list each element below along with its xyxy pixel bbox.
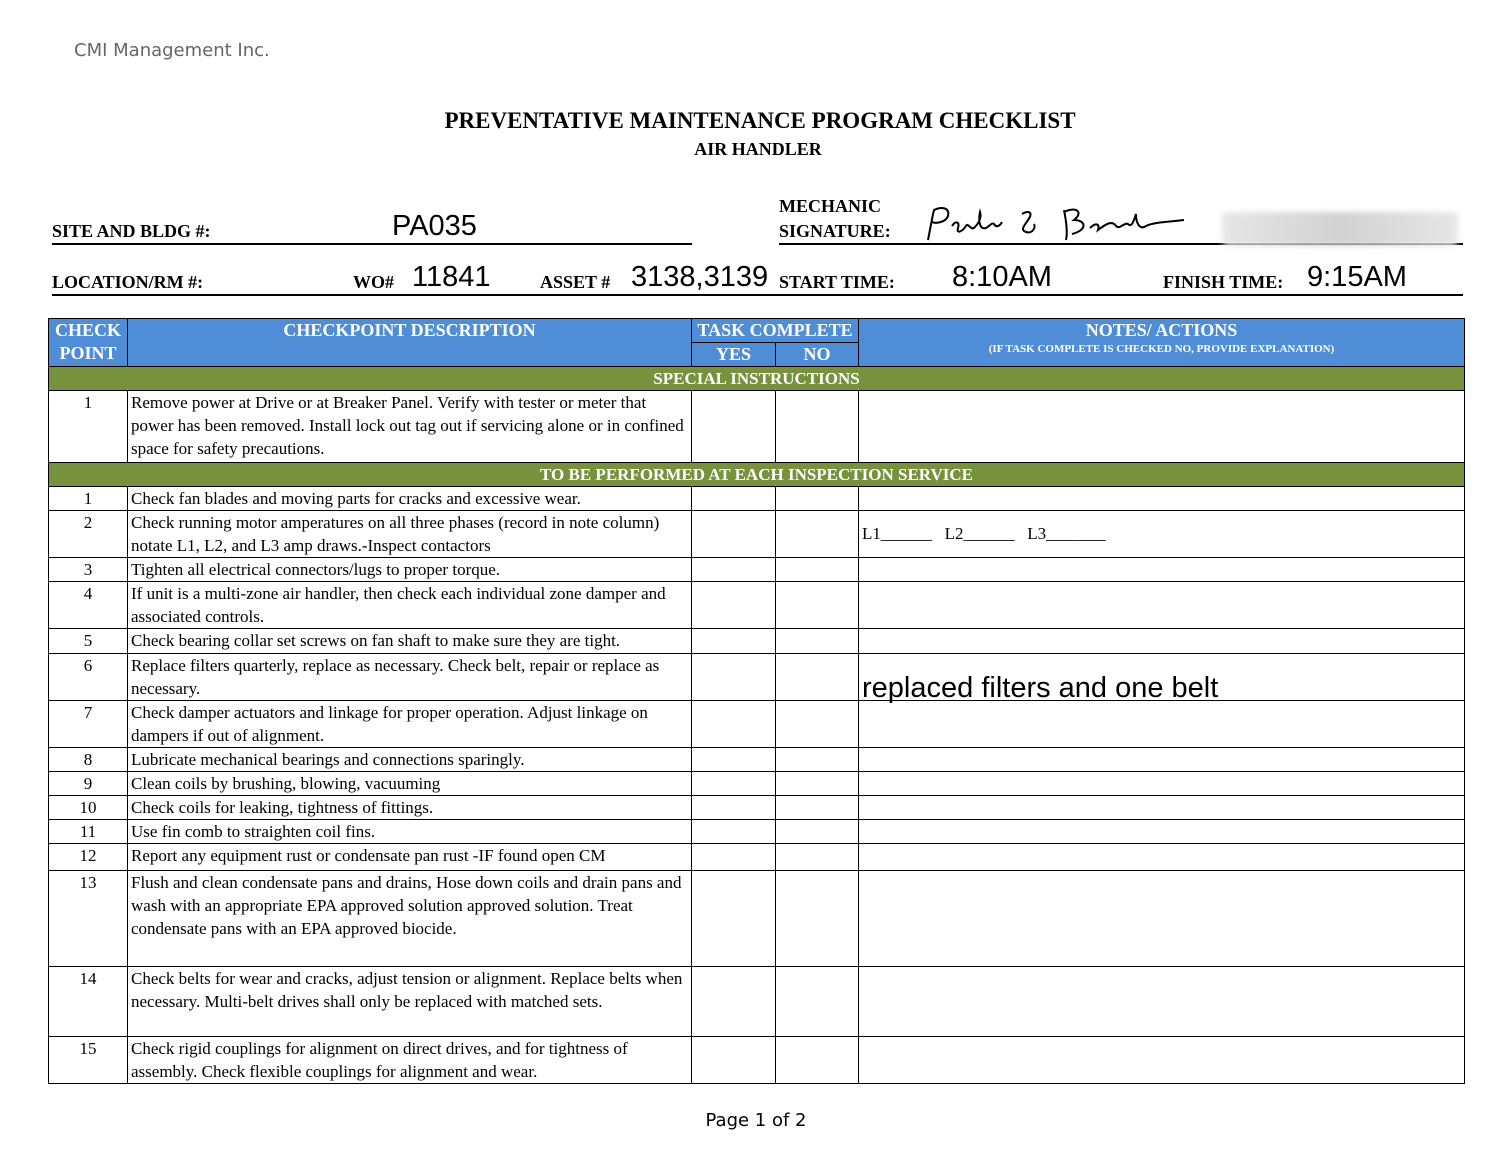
checkpoint-description: Clean coils by brushing, blowing, vacuuming [128, 772, 692, 796]
checkpoint-description: If unit is a multi-zone air handler, then check each individual zone damper and associated controls. [128, 582, 692, 629]
header-notes-title: NOTES/ ACTIONS [1085, 320, 1238, 340]
finish-time-value: 9:15AM [1307, 261, 1407, 293]
header-notes-subtitle: (IF TASK COMPLETE IS CHECKED NO, PROVIDE EXPLANATION) [988, 343, 1335, 355]
start-time-label: START TIME: [779, 272, 895, 292]
section-special-instructions: SPECIAL INSTRUCTIONS [49, 367, 1465, 391]
table-row [49, 844, 1465, 871]
task-complete-no-cell[interactable] [776, 772, 859, 796]
notes-cell[interactable] [859, 796, 1465, 820]
notes-cell[interactable] [859, 487, 1465, 511]
table-row [49, 511, 1465, 558]
start-time-value: 8:10AM [952, 261, 1052, 293]
task-complete-yes-cell[interactable] [692, 701, 776, 748]
check-point-number: 6 [49, 654, 128, 701]
company-name: CMI Management Inc. [74, 40, 270, 61]
form-subtitle: AIR HANDLER [694, 139, 822, 159]
notes-cell[interactable] [859, 558, 1465, 582]
checkpoint-description: Check bearing collar set screws on fan shaft to make sure they are tight. [128, 629, 692, 654]
check-point-number: 1 [49, 487, 128, 511]
wo-value: 11841 [412, 261, 491, 293]
table-row [49, 796, 1465, 820]
table-row [49, 772, 1465, 796]
site-underline [52, 243, 692, 245]
task-complete-yes-cell[interactable] [692, 582, 776, 629]
asset-value: 3138,3139 [631, 261, 769, 293]
checkpoint-description: Use fin comb to straighten coil fins. [128, 820, 692, 844]
check-point-number: 10 [49, 796, 128, 820]
task-complete-yes-cell[interactable] [692, 391, 776, 463]
task-complete-yes-cell[interactable] [692, 654, 776, 701]
task-complete-yes-cell[interactable] [692, 871, 776, 967]
checkpoint-description: Report any equipment rust or condensate pan rust -IF found open CM [128, 844, 692, 871]
task-complete-no-cell[interactable] [776, 487, 859, 511]
table-row [49, 558, 1465, 582]
check-point-number: 4 [49, 582, 128, 629]
checkpoint-description: Replace filters quarterly, replace as necessary. Check belt, repair or replace as necessary. [128, 654, 692, 701]
task-complete-no-cell[interactable] [776, 654, 859, 701]
task-complete-no-cell[interactable] [776, 820, 859, 844]
mechanic-label: MECHANIC [779, 196, 881, 216]
task-complete-no-cell[interactable] [776, 582, 859, 629]
form-title: PREVENTATIVE MAINTENANCE PROGRAM CHECKLIST [444, 108, 1076, 133]
header-task-complete: TASK COMPLETE [692, 319, 859, 343]
notes-cell[interactable] [859, 844, 1465, 871]
check-point-number: 1 [49, 391, 128, 463]
location-label: LOCATION/RM #: [52, 272, 204, 292]
site-label: SITE AND BLDG #: [52, 221, 211, 241]
checkpoint-description: Check belts for wear and cracks, adjust tension or alignment. Replace belts when necessary. Multi-belt drives shall only be replaced with matched sets. [128, 967, 692, 1037]
notes-cell[interactable] [859, 820, 1465, 844]
check-point-number: 14 [49, 967, 128, 1037]
check-point-number: 11 [49, 820, 128, 844]
signature-label: SIGNATURE: [779, 221, 891, 241]
task-complete-no-cell[interactable] [776, 796, 859, 820]
check-point-number: 13 [49, 871, 128, 967]
location-underline [52, 294, 1463, 296]
header-no: NO [776, 343, 859, 367]
notes-cell[interactable] [859, 772, 1465, 796]
header-check-point: CHECK POINT [49, 319, 128, 367]
mechanic-signature [918, 200, 1188, 246]
notes-cell[interactable] [859, 701, 1465, 748]
task-complete-yes-cell[interactable] [692, 558, 776, 582]
task-complete-no-cell[interactable] [776, 629, 859, 654]
redacted-region [1222, 212, 1458, 246]
task-complete-yes-cell[interactable] [692, 511, 776, 558]
checkpoint-description: Check coils for leaking, tightness of fittings. [128, 796, 692, 820]
table-row [49, 820, 1465, 844]
wo-label: WO# [353, 272, 395, 292]
table-row [49, 582, 1465, 629]
table-row [49, 1037, 1465, 1084]
task-complete-no-cell[interactable] [776, 391, 859, 463]
task-complete-no-cell[interactable] [776, 511, 859, 558]
page-number: Page 1 of 2 [705, 1110, 807, 1131]
check-point-number: 3 [49, 558, 128, 582]
table-row [49, 748, 1465, 772]
notes-cell[interactable]: replaced filters and one belt [859, 654, 1465, 701]
notes-cell[interactable] [859, 1037, 1465, 1084]
task-complete-yes-cell[interactable] [692, 629, 776, 654]
asset-label: ASSET # [540, 272, 611, 292]
header-notes [859, 319, 1465, 367]
checkpoint-description: Check damper actuators and linkage for proper operation. Adjust linkage on dampers if out of alignment. [128, 701, 692, 748]
notes-cell[interactable] [859, 748, 1465, 772]
task-complete-yes-cell[interactable] [692, 1037, 776, 1084]
task-complete-yes-cell[interactable] [692, 772, 776, 796]
task-complete-yes-cell[interactable] [692, 796, 776, 820]
task-complete-no-cell[interactable] [776, 748, 859, 772]
check-point-number: 9 [49, 772, 128, 796]
checkpoint-description: Remove power at Drive or at Breaker Panel. Verify with tester or meter that power has been removed. Install lock out tag out if servicing alone or in confined space for safety precautions. [128, 391, 692, 463]
check-point-number: 15 [49, 1037, 128, 1084]
task-complete-no-cell[interactable] [776, 871, 859, 967]
task-complete-no-cell[interactable] [776, 701, 859, 748]
task-complete-yes-cell[interactable] [692, 844, 776, 871]
check-point-number: 5 [49, 629, 128, 654]
check-point-number: 2 [49, 511, 128, 558]
section-inspection-service: TO BE PERFORMED AT EACH INSPECTION SERVICE [49, 463, 1465, 487]
finish-time-label: FINISH TIME: [1163, 272, 1284, 292]
table-row [49, 871, 1465, 967]
table-row [49, 629, 1465, 654]
task-complete-no-cell[interactable] [776, 1037, 859, 1084]
checkpoint-description: Check rigid couplings for alignment on direct drives, and for tightness of assembly. Check flexible couplings for alignment and wear. [128, 1037, 692, 1084]
check-point-number: 7 [49, 701, 128, 748]
notes-cell[interactable] [859, 967, 1465, 1037]
header-description: CHECKPOINT DESCRIPTION [128, 319, 692, 367]
task-complete-yes-cell[interactable] [692, 748, 776, 772]
checkpoint-description: Check fan blades and moving parts for cracks and excessive wear. [128, 487, 692, 511]
notes-cell[interactable] [859, 871, 1465, 967]
table-row [49, 487, 1465, 511]
table-row [49, 967, 1465, 1037]
checkpoint-description: Tighten all electrical connectors/lugs to proper torque. [128, 558, 692, 582]
task-complete-no-cell[interactable] [776, 844, 859, 871]
notes-cell[interactable]: L1______ L2______ L3_______ [859, 511, 1465, 558]
task-complete-yes-cell[interactable] [692, 820, 776, 844]
checkpoint-description: Check running motor amperatures on all three phases (record in note column) notate L1, L2, and L3 amp draws.-Inspect contactors [128, 511, 692, 558]
table-row [49, 701, 1465, 748]
header-yes: YES [692, 343, 776, 367]
check-point-number: 12 [49, 844, 128, 871]
checklist-table [48, 318, 1465, 1084]
notes-cell[interactable] [859, 582, 1465, 629]
checkpoint-description: Flush and clean condensate pans and drains, Hose down coils and drain pans and wash with an appropriate EPA approved solution approved solution. Treat condensate pans with an EPA approved biocide. [128, 871, 692, 967]
table-row [49, 391, 1465, 463]
site-value: PA035 [392, 210, 477, 242]
notes-cell[interactable] [859, 629, 1465, 654]
task-complete-yes-cell[interactable] [692, 487, 776, 511]
table-row [49, 654, 1465, 701]
task-complete-yes-cell[interactable] [692, 967, 776, 1037]
check-point-number: 8 [49, 748, 128, 772]
notes-cell[interactable] [859, 391, 1465, 463]
task-complete-no-cell[interactable] [776, 558, 859, 582]
checkpoint-description: Lubricate mechanical bearings and connections sparingly. [128, 748, 692, 772]
task-complete-no-cell[interactable] [776, 967, 859, 1037]
